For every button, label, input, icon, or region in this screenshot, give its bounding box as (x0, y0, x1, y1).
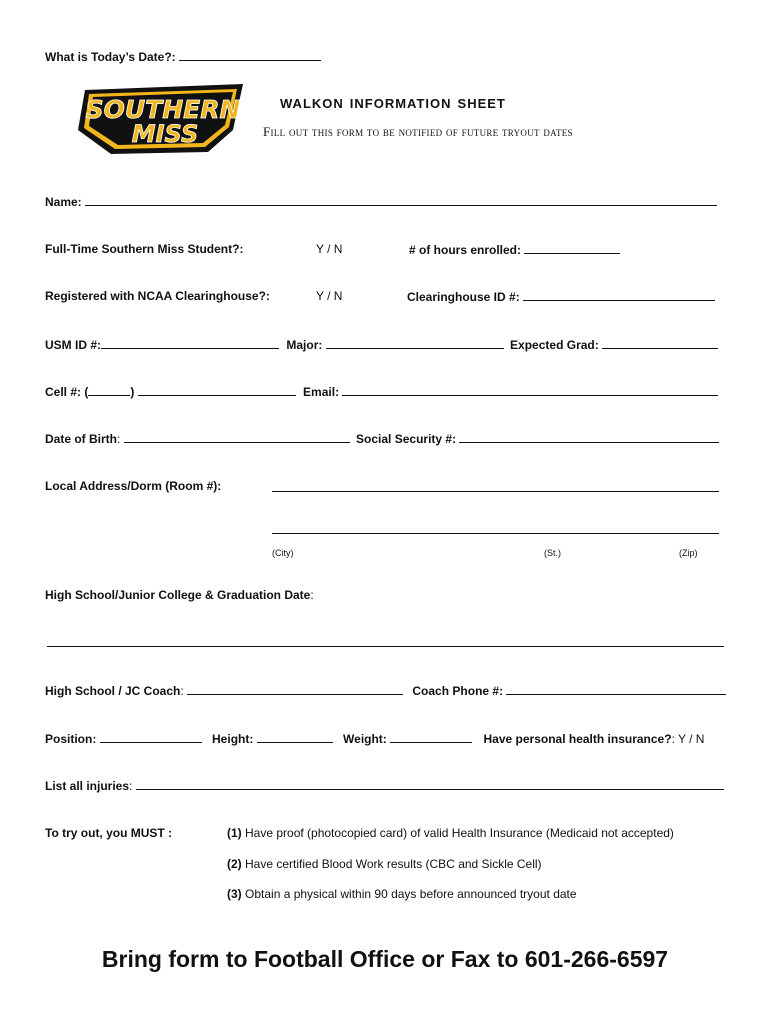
date-label: What is Today’s Date?: (45, 50, 176, 64)
date-field[interactable] (179, 49, 321, 61)
expected-grad-field[interactable] (602, 337, 718, 349)
high-school-field[interactable] (47, 646, 724, 647)
ssn-label: Social Security #: (356, 432, 457, 446)
email-label: Email: (303, 385, 340, 399)
position-row (45, 731, 704, 746)
address-line-2[interactable] (272, 533, 719, 534)
requirements-label: To try out, you MUST : (45, 826, 173, 840)
coach-colon: : (180, 684, 184, 698)
requirement-2-num: (2) (227, 857, 242, 871)
insurance-label: Have personal health insurance? (483, 732, 672, 746)
cell-paren-open: ( (84, 385, 89, 399)
address-line-1[interactable] (272, 491, 719, 492)
dob-row (45, 431, 719, 446)
date-row (45, 49, 321, 64)
name-field[interactable] (85, 194, 717, 206)
cell-paren-close: ) (130, 385, 135, 399)
clearinghouse-row (407, 289, 715, 304)
logo-text-miss: MISS (131, 120, 199, 148)
injuries-colon: : (129, 779, 133, 793)
fulltime-label: Full-Time Southern Miss Student?: (45, 242, 244, 256)
requirement-3-text: Obtain a physical within 90 days before announced tryout date (241, 887, 577, 901)
clearinghouse-label: Clearinghouse ID #: (407, 290, 520, 304)
hours-label: # of hours enrolled: (409, 243, 522, 257)
clearinghouse-field[interactable] (523, 289, 715, 301)
coach-field[interactable] (187, 683, 403, 695)
ssn-field[interactable] (459, 431, 719, 443)
usm-id-label: USM ID #: (45, 338, 102, 352)
cell-label: Cell #: (45, 385, 82, 399)
dob-field[interactable] (124, 431, 350, 443)
insurance-yn[interactable]: : Y / N (671, 732, 705, 746)
dob-colon: : (117, 432, 121, 446)
usm-row (45, 337, 718, 352)
height-label: Height: (212, 732, 254, 746)
hours-field[interactable] (524, 242, 620, 254)
expected-grad-label: Expected Grad: (510, 338, 599, 352)
injuries-field[interactable] (136, 778, 724, 790)
form-title: walkon information sheet (280, 92, 506, 112)
high-school-label: High School/Junior College & Graduation Date (45, 588, 311, 602)
injuries-label: List all injuries (45, 779, 130, 793)
city-label: (City) (272, 548, 294, 558)
email-field[interactable] (342, 384, 718, 396)
area-code-field[interactable] (88, 384, 130, 396)
position-field[interactable] (100, 731, 202, 743)
hours-row (409, 242, 620, 257)
high-school-row (45, 588, 314, 602)
coach-row (45, 683, 726, 698)
cell-row (45, 384, 718, 399)
state-label: (St.) (544, 548, 561, 558)
high-school-colon: : (310, 588, 314, 602)
logo-text-southern: SOUTHERN (85, 95, 241, 124)
requirement-2 (227, 857, 542, 871)
southern-miss-logo (73, 82, 248, 157)
dob-label: Date of Birth (45, 432, 117, 446)
ncaa-label: Registered with NCAA Clearinghouse?: (45, 289, 270, 303)
coach-phone-label: Coach Phone #: (412, 684, 504, 698)
weight-field[interactable] (390, 731, 472, 743)
form-subtitle: Fill out this form to be notified of future tryout dates (263, 124, 573, 139)
height-field[interactable] (257, 731, 333, 743)
ncaa-yn[interactable]: Y / N (316, 289, 343, 303)
injuries-row (45, 778, 724, 793)
coach-label: High School / JC Coach (45, 684, 181, 698)
requirement-3-num: (3) (227, 887, 242, 901)
name-label: Name: (45, 195, 82, 209)
requirement-2-text: Have certified Blood Work results (CBC and Sickle Cell) (241, 857, 542, 871)
coach-phone-field[interactable] (506, 683, 726, 695)
usm-id-field[interactable] (101, 337, 279, 349)
major-field[interactable] (326, 337, 504, 349)
requirement-3 (227, 887, 577, 901)
footer-instruction: Bring form to Football Office or Fax to 601-266-6597 (101, 946, 669, 972)
position-label: Position: (45, 732, 97, 746)
cell-field[interactable] (138, 384, 296, 396)
local-address-label: Local Address/Dorm (Room #): (45, 479, 222, 493)
weight-label: Weight: (343, 732, 387, 746)
requirement-1-num: (1) (227, 826, 242, 840)
name-row (45, 194, 717, 209)
zip-label: (Zip) (679, 548, 698, 558)
requirement-1-text: Have proof (photocopied card) of valid Health Insurance (Medicaid not accepted) (241, 826, 674, 840)
fulltime-yn[interactable]: Y / N (316, 242, 343, 256)
major-label: Major: (286, 338, 323, 352)
requirement-1 (227, 826, 674, 840)
